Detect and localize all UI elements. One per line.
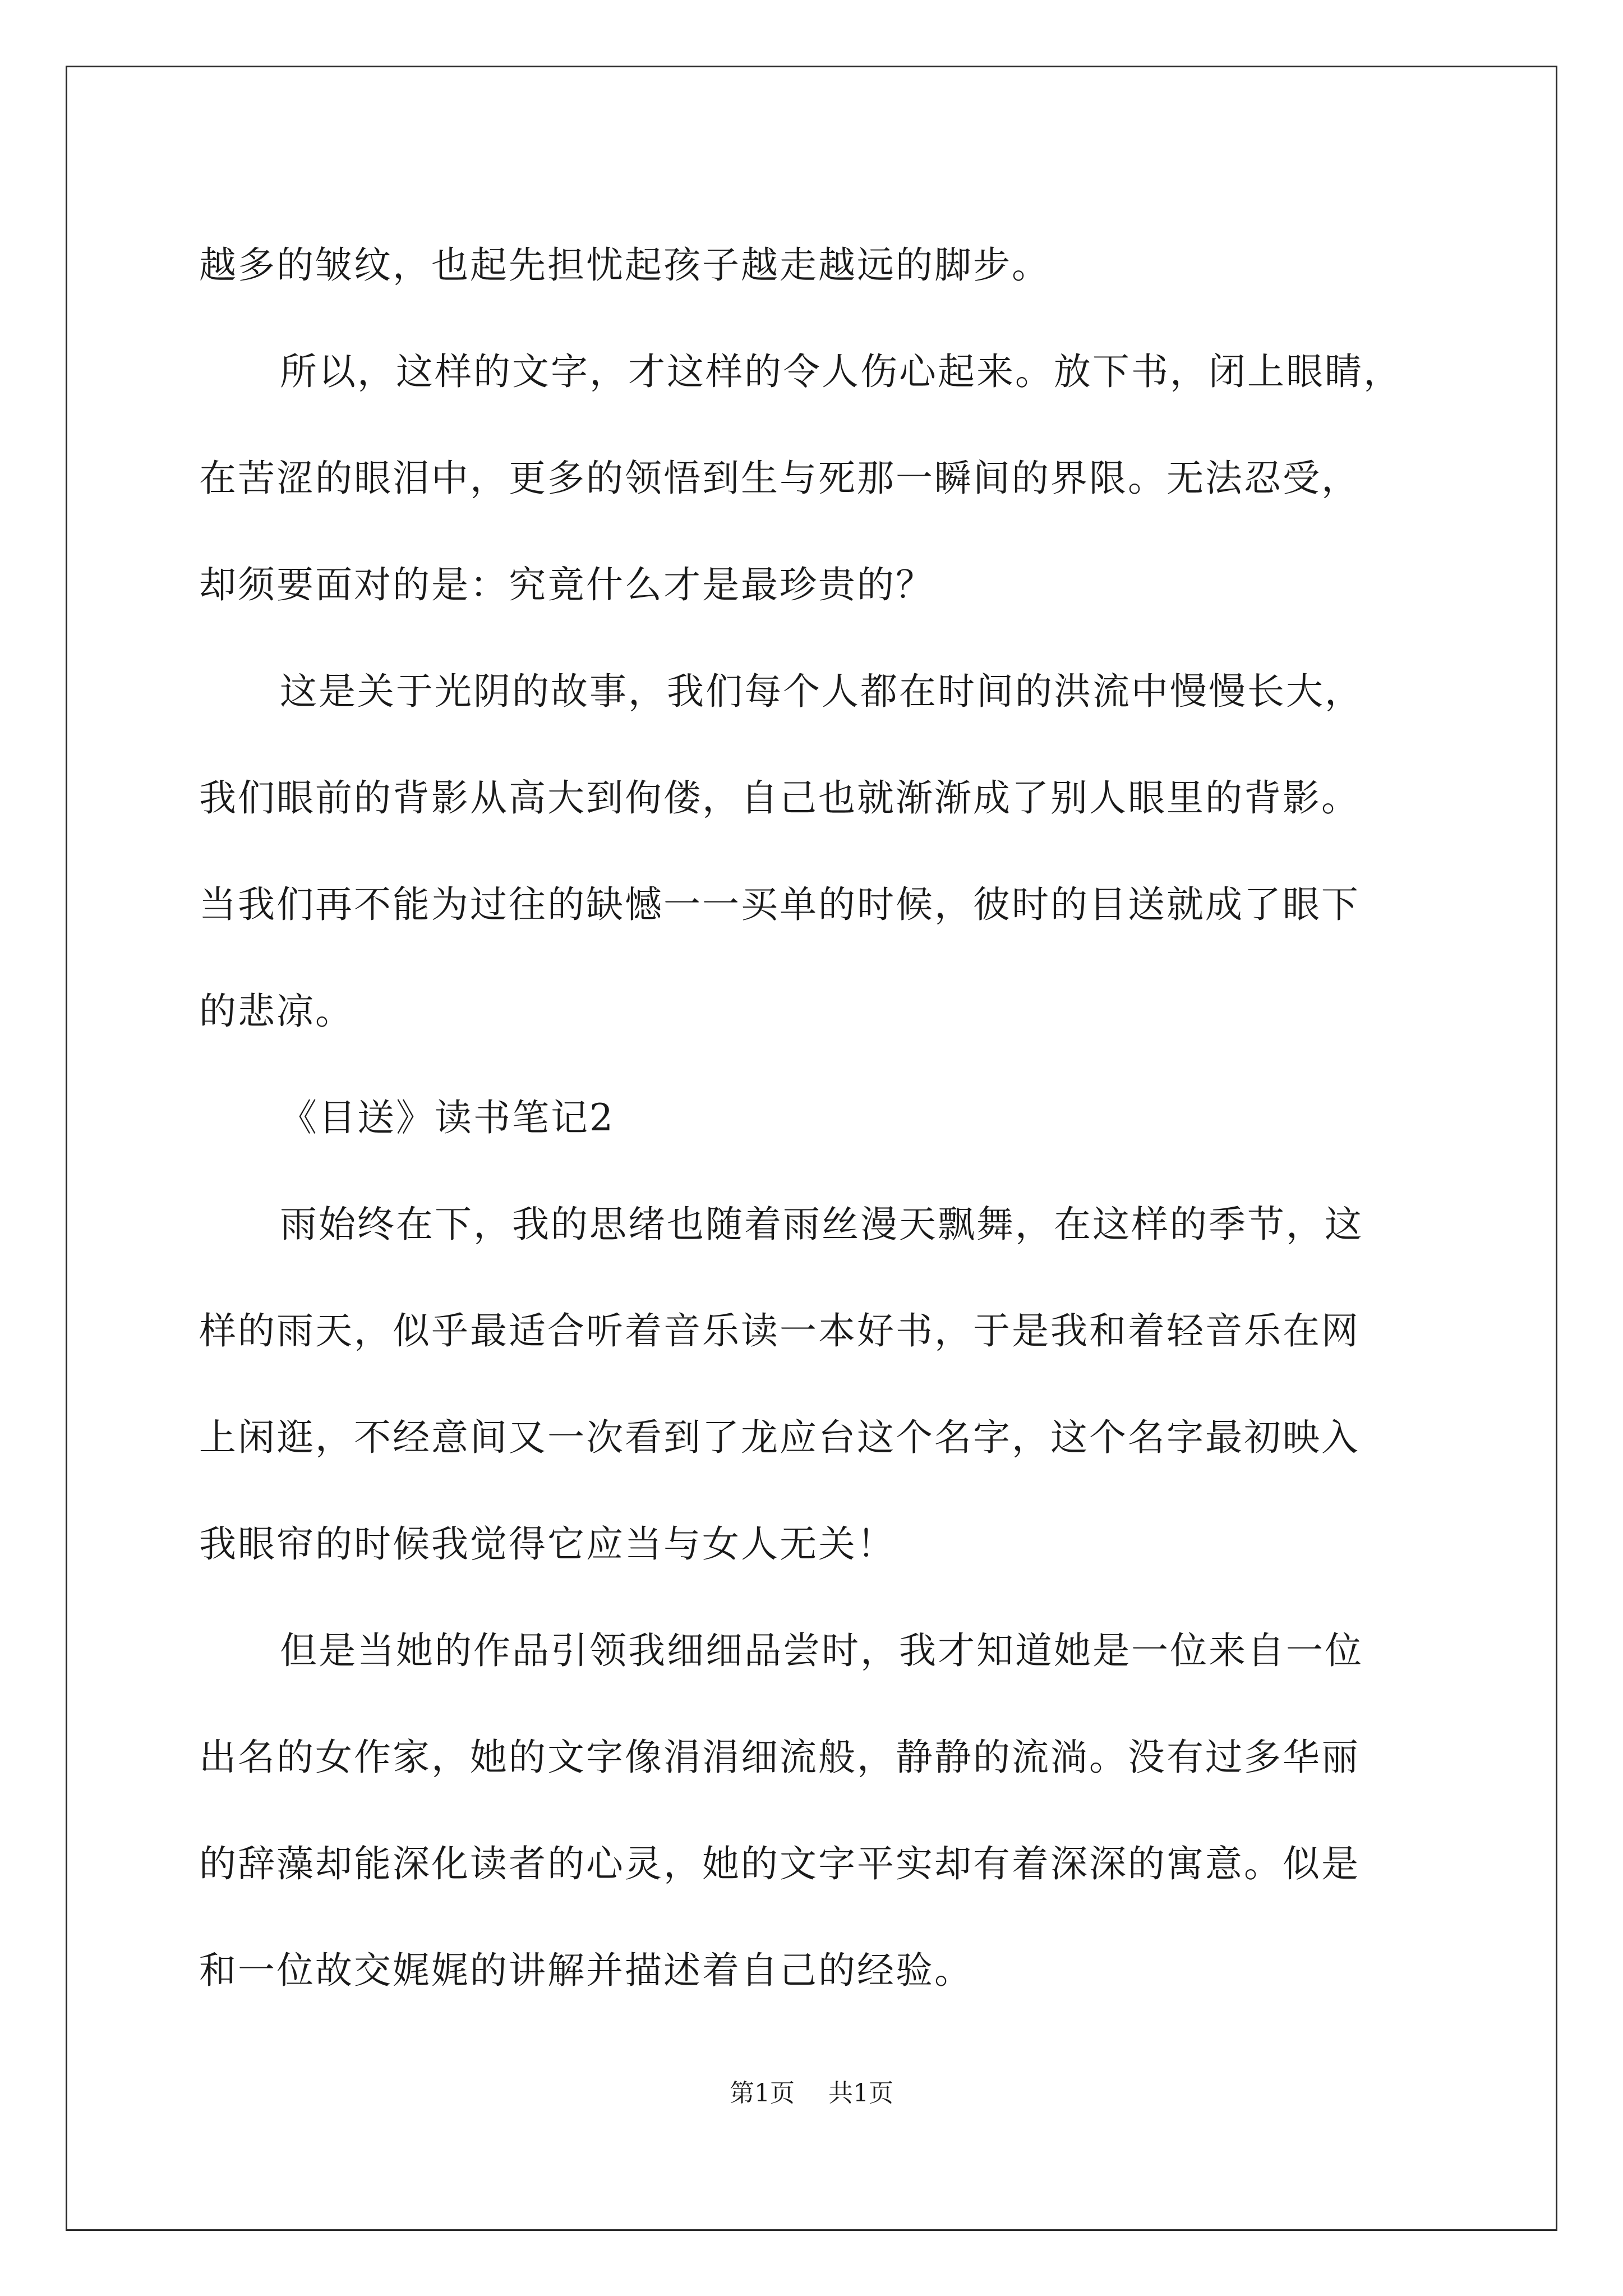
page-footer (0, 2077, 1623, 2110)
text-line: 雨始终在下，我的思绪也随着雨丝漫天飘舞，在这样的季节，这 (280, 1203, 1363, 1246)
text-line: 但是当她的作品引领我细细品尝时，我才知道她是一位来自一位 (280, 1629, 1363, 1672)
text-line: 我们眼前的背影从高大到佝偻，自己也就渐渐成了别人眼里的背影。 (199, 776, 1360, 820)
text-line: 在苦涩的眼泪中，更多的领悟到生与死那一瞬间的界限。无法忍受， (199, 457, 1360, 500)
text-line: 所以，这样的文字，才这样的令人伤心起来。放下书，闭上眼睛， (280, 350, 1402, 393)
page-number-current: 第1页 (730, 2079, 795, 2108)
text-line: 出名的女作家，她的文字像涓涓细流般，静静的流淌。没有过多华丽 (199, 1736, 1360, 1779)
text-line: 这是关于光阴的故事，我们每个人都在时间的洪流中慢慢长大， (280, 670, 1363, 713)
text-line: 的辞藻却能深化读者的心灵，她的文字平实却有着深深的寓意。似是 (199, 1842, 1360, 1885)
page-number-total: 共1页 (828, 2079, 893, 2108)
document-body (199, 212, 1427, 2024)
section-heading: 《目送》读书笔记2 (280, 1096, 615, 1139)
text-line: 却须要面对的是：究竟什么才是最珍贵的？ (199, 563, 934, 606)
text-line: 越多的皱纹，也起先担忧起孩子越走越远的脚步。 (199, 243, 1050, 287)
text-line: 当我们再不能为过往的缺憾一一买单的时候，彼时的目送就成了眼下 (199, 883, 1360, 926)
text-line: 上闲逛，不经意间又一次看到了龙应台这个名字，这个名字最初映入 (199, 1416, 1360, 1459)
text-line: 和一位故交娓娓的讲解并描述着自己的经验。 (199, 1949, 973, 1992)
text-line: 的悲凉。 (199, 990, 354, 1033)
text-line: 我眼帘的时候我觉得它应当与女人无关！ (199, 1522, 896, 1566)
text-line: 样的雨天，似乎最适合听着音乐读一本好书，于是我和着轻音乐在网 (199, 1309, 1360, 1352)
